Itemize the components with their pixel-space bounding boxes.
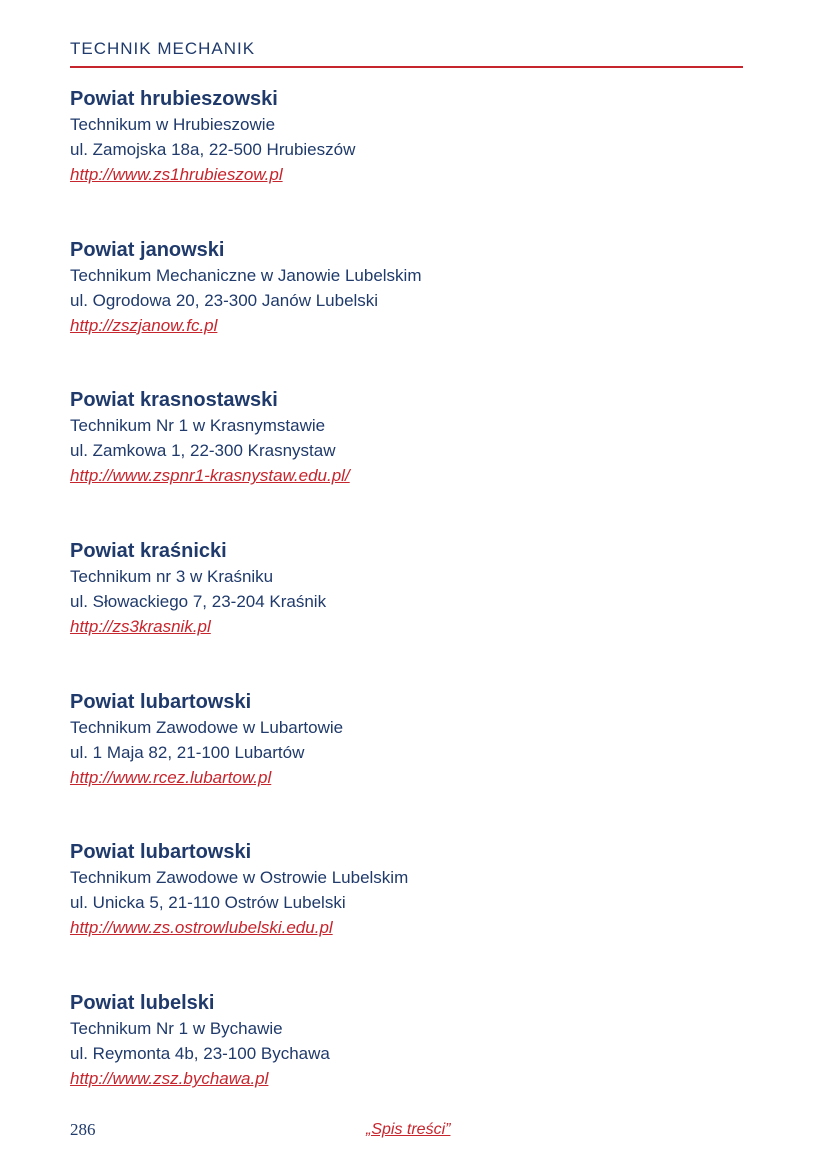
school-name: Technikum nr 3 w Kraśniku [70,567,274,587]
school-name: Technikum Nr 1 w Bychawie [70,1019,283,1039]
table-of-contents-link[interactable]: „Spis treści” [366,1121,451,1138]
school-entry [70,237,743,388]
school-entry [70,689,743,840]
county-heading: Powiat lubartowski [70,841,252,864]
school-website-link[interactable]: http://www.zsz.bychawa.pl [70,1069,269,1089]
county-heading: Powiat hrubieszowski [70,88,278,110]
school-name: Technikum Zawodowe w Lubartowie [70,717,344,737]
county-heading: Powiat janowski [70,238,225,261]
school-entry [70,839,743,990]
section-title: TECHNIK MECHANIK [70,39,256,58]
school-website-link[interactable]: http://www.zspnr1-krasnystaw.edu.pl/ [70,466,350,486]
school-name: Technikum Nr 1 w Krasnymstawie [70,416,326,436]
school-address: ul. Ogrodowa 20, 23-300 Janów Lubelski [70,290,379,310]
page-number: 286 [70,1120,96,1139]
school-address: ul. Zamojska 18a, 22-500 Hrubieszów [70,140,356,159]
school-name: Technikum Mechaniczne w Janowie Lubelskim [70,265,422,285]
school-name: Technikum w Hrubieszowie [70,115,276,134]
school-entry [70,86,743,237]
school-website-link[interactable]: http://www.zs1hrubieszow.pl [70,165,283,184]
page-footer [70,1118,743,1142]
school-address: ul. Słowackiego 7, 23-204 Kraśnik [70,592,327,612]
school-website-link[interactable]: http://zs3krasnik.pl [70,617,211,637]
school-address: ul. Unicka 5, 21-110 Ostrów Lubelski [70,893,346,913]
county-heading: Powiat kraśnicki [70,540,227,563]
county-heading: Powiat lubartowski [70,690,252,713]
school-entry [70,538,743,689]
school-name: Technikum Zawodowe w Ostrowie Lubelskim [70,868,409,888]
school-website-link[interactable]: http://zszjanow.fc.pl [70,315,218,335]
county-heading: Powiat lubelski [70,992,215,1015]
school-list [70,86,743,1141]
school-website-link[interactable]: http://www.rcez.lubartow.pl [70,767,272,787]
page-header [70,38,743,68]
school-address: ul. Zamkowa 1, 22-300 Krasnystaw [70,441,336,461]
school-entry [70,387,743,538]
school-address: ul. Reymonta 4b, 23-100 Bychawa [70,1044,330,1064]
county-heading: Powiat krasnostawski [70,389,278,412]
school-website-link[interactable]: http://www.zs.ostrowlubelski.edu.pl [70,918,333,938]
school-address: ul. 1 Maja 82, 21-100 Lubartów [70,742,305,762]
